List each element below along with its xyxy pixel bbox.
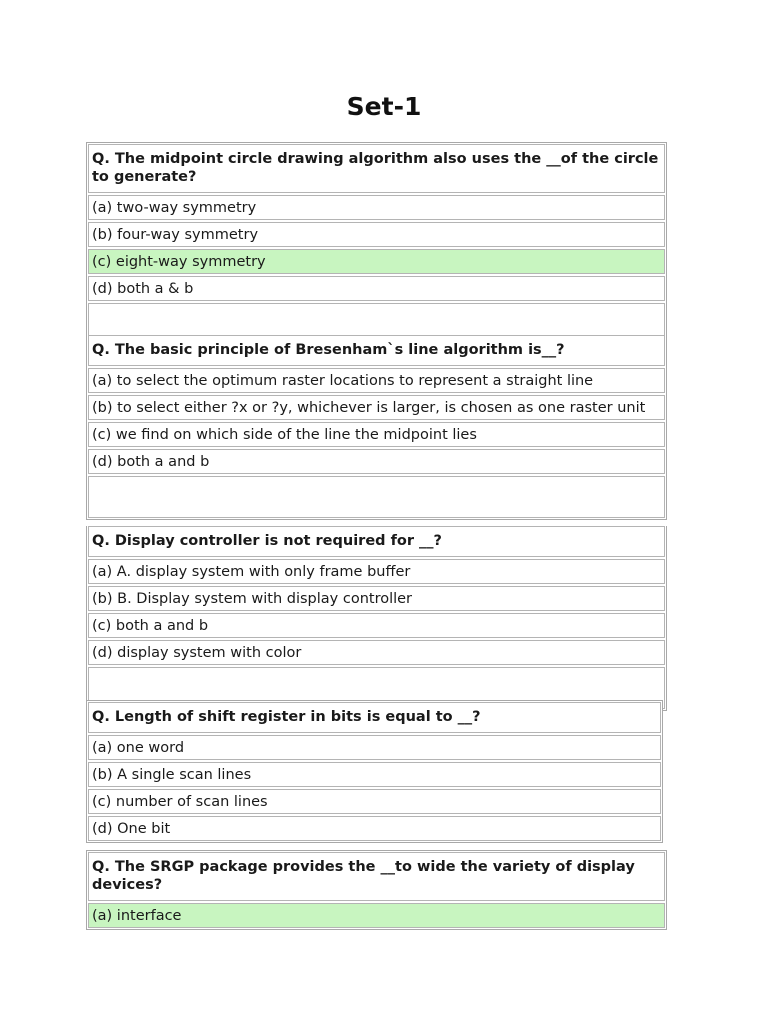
option-b: (b) four-way symmetry [88, 222, 665, 247]
option-d: (d) both a and b [88, 449, 665, 474]
option-a-correct: (a) interface [88, 903, 665, 928]
option-a: (a) one word [88, 735, 661, 760]
question-text: Q. Length of shift register in bits is equal to __? [88, 702, 661, 733]
option-b: (b) A single scan lines [88, 762, 661, 787]
option-d: (d) One bit [88, 816, 661, 841]
answer-blank [88, 476, 665, 518]
question-text: Q. Display controller is not required for __? [88, 526, 665, 557]
option-c: (c) we find on which side of the line the midpoint lies [88, 422, 665, 447]
question-block-2 [86, 335, 667, 520]
option-a: (a) two-way symmetry [88, 195, 665, 220]
question-block-1 [86, 142, 667, 347]
question-block-5 [86, 850, 667, 930]
option-a: (a) to select the optimum raster locations to represent a straight line [88, 368, 665, 393]
question-text: Q. The SRGP package provides the __to wide the variety of display devices? [88, 852, 665, 901]
option-a: (a) A. display system with only frame buffer [88, 559, 665, 584]
question-text: Q. The midpoint circle drawing algorithm also uses the __of the circle to generate? [88, 144, 665, 193]
option-d: (d) both a & b [88, 276, 665, 301]
option-c-correct: (c) eight-way symmetry [88, 249, 665, 274]
question-text: Q. The basic principle of Bresenham`s line algorithm is__? [88, 335, 665, 366]
page-title: Set-1 [346, 92, 422, 121]
question-block-3 [86, 526, 667, 711]
option-c: (c) both a and b [88, 613, 665, 638]
option-c: (c) number of scan lines [88, 789, 661, 814]
option-d: (d) display system with color [88, 640, 665, 665]
question-block-4 [86, 700, 663, 843]
option-b-text: (b) to select either ?x or ?y, whichever is larger, is chosen as one raster unit [92, 400, 646, 416]
option-b [88, 395, 665, 420]
option-b: (b) B. Display system with display controller [88, 586, 665, 611]
